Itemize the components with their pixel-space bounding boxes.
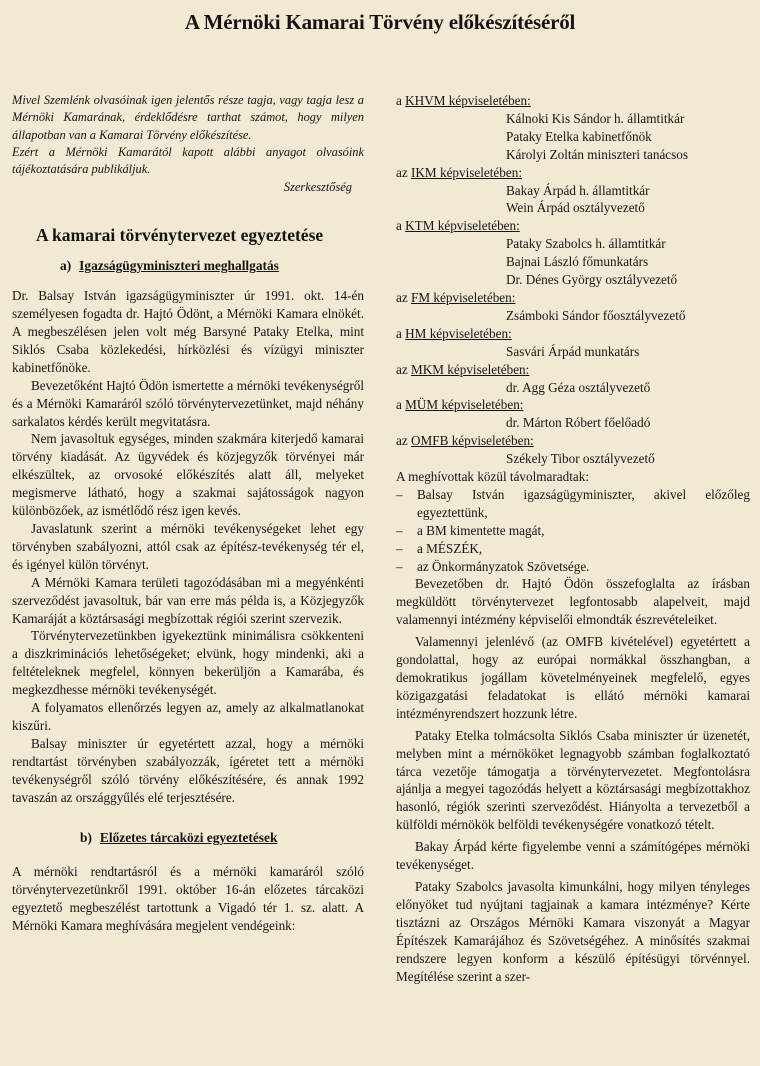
dash-bullet: –	[396, 486, 403, 502]
delegation-org: KTM	[405, 218, 435, 234]
delegation-member: Pataky Etelka kabinetfőnök	[506, 128, 652, 144]
delegation-member: Pataky Szabolcs h. államtitkár	[506, 236, 666, 252]
body-paragraph: Javaslatunk szerint a mérnöki tevékenységeket lehet egy törvényben szabályozni, attól csak az építész-tevékenység tér el, és igényel külön törvényt.	[12, 520, 364, 572]
delegation-org: HM	[405, 325, 427, 341]
body-paragraph: Bakay Árpád kérte figyelembe venni a számítógépes mérnöki tevékenységet.	[396, 839, 750, 873]
delegation-suffix: képviseletében:	[436, 164, 522, 180]
section-title: Előzetes tárcaközi egyeztetések	[99, 830, 278, 846]
body-paragraph: Balsay miniszter úr egyetértett azzal, hogy a mérnöki rendtartást törvényben szabályozzák, ígéretet tett a mérnöki tevékenységről szóló törvény előkészítésére, és annak 1992 tavaszán az országgyűlés elé terjesztésére.	[12, 735, 364, 805]
delegation-heading	[396, 361, 750, 379]
absent-intro: A meghívottak közül távolmaradtak:	[396, 469, 590, 485]
delegation-heading	[396, 396, 750, 414]
editor-signature: Szerkesztőség	[283, 180, 352, 195]
delegation-heading	[396, 164, 750, 182]
body-paragraph: Bevezetőben dr. Hajtó Ödön összefoglalta az írásban megküldött törvénytervezet legfontosabb alapelveit, majd valamennyi intézmény képviselői elmondták észrevételeiket.	[396, 576, 750, 628]
delegation-heading	[396, 92, 750, 110]
absent-item	[396, 540, 750, 558]
delegation-org: MKM	[411, 361, 444, 377]
section-a-heading	[60, 257, 364, 275]
intro-paragraph: Mivel Szemlénk olvasóinak igen jelentős része tagja, vagy tagja lesz a Mérnöki Kamarának, érdeklődésre tarthat számot, hogy milyen állapotban van a Kamarai Törvény előkészítése.	[12, 93, 364, 142]
dash-bullet: –	[396, 558, 403, 574]
body-paragraph: A folyamatos ellenőrzés legyen az, amely az alkalmatlanokat kiszűri.	[12, 700, 364, 733]
delegation-member: Zsámboki Sándor főosztályvezető	[506, 307, 686, 323]
absent-text: a MÉSZÉK,	[417, 540, 483, 556]
delegation-member: Kálnoki Kis Sándor h. államtitkár	[506, 110, 685, 126]
delegation-member: Bajnai László főmunkatárs	[506, 254, 649, 270]
left-column	[12, 92, 364, 935]
delegation-org: KHVM	[405, 93, 446, 108]
body-paragraph: Pataky Etelka tolmácsolta Siklós Csaba miniszter úr üzenetét, melyben mint a mérnököket legnagyobb számban foglalkoztató tárca vezetője támogatja a törvénytervezetet. Megfontolásra ajánlja a megyei tagozódás helyett a köztársasági megbízottakhoz hasonló, régiók szerinti szerveződést. Hiányolta a tervezetből a külföldi mérnökök belföldi tevékenységére vonatkozó tételt.	[396, 727, 750, 833]
intro-paragraph: Ezért a Mérnöki Kamarától kapott alábbi anyagot olvasóink tájékoztatására publikáljuk.	[12, 144, 364, 177]
section-title: Igazságügyminiszteri meghallgatás	[79, 258, 279, 274]
dash-bullet: –	[396, 522, 403, 538]
delegation-prefix: a	[396, 93, 406, 108]
delegation-member: Károlyi Zoltán miniszteri tanácsos	[506, 146, 689, 162]
delegation-member: Sasvári Árpád munkatárs	[506, 343, 640, 359]
absent-item	[396, 522, 750, 540]
absent-text: a BM kimentette magát,	[417, 522, 545, 538]
delegation-prefix: az	[396, 164, 412, 180]
delegation-suffix: képviseletében:	[448, 433, 534, 449]
body-paragraph: Dr. Balsay István igazságügyminiszter úr 1991. okt. 14-én személyesen fogadta dr. Hajtó Ödönt, a Mérnöki Kamara elnökét. A megbeszélésen jelen volt még Barsyné Pataky Etelka, mint Siklós Csaba közlekedési, hírközlési és vízügyi miniszter kabinetfőnöke.	[12, 288, 364, 375]
delegation-heading	[396, 432, 750, 450]
delegation-member: dr. Agg Géza osztályvezető	[506, 379, 651, 395]
dash-bullet: –	[396, 540, 403, 556]
absent-list	[396, 486, 750, 576]
section-label: b)	[80, 830, 92, 846]
delegation-heading	[396, 289, 750, 307]
section-b-heading	[80, 829, 364, 847]
delegation-member: Székely Tibor osztályvezető	[506, 451, 655, 467]
delegation-member: Dr. Dénes György osztályvezető	[506, 272, 678, 288]
delegation-org: FM	[411, 289, 431, 305]
delegation-member: Wein Árpád osztályvezető	[506, 200, 645, 216]
delegation-prefix: az	[396, 289, 412, 305]
body-paragraph: A Mérnöki Kamara területi tagozódásában mi a megyénkénti szerveződést javasoltuk, bár van erre más példa is, a Közjegyzők Kamaráját a köztársasági megbízottak régiói szerint szervezik.	[12, 574, 364, 626]
delegation-suffix: képviseletében:	[444, 361, 530, 377]
delegation-suffix: képviseletében:	[430, 289, 516, 305]
delegation-heading	[396, 217, 750, 235]
body-paragraph: A mérnöki rendtartásról és a mérnöki kamaráról szóló törvénytervezetünkről 1991. október 16-án előzetes tárcaközi egyeztető megbeszélést tartottunk a Vigadó tér 1. sz. alatt. A Mérnöki Kamara meghívására megjelent vendégeink:	[12, 864, 364, 934]
delegation-member: Bakay Árpád h. államtitkár	[506, 182, 650, 198]
delegation-org: IKM	[411, 164, 437, 180]
delegation-prefix: a	[396, 218, 406, 234]
delegation-prefix: az	[396, 361, 412, 377]
body-paragraph: Pataky Szabolcs javasolta kimunkálni, hogy milyen tényleges előnyöket tud nyújtani tagjainak a kamara intézménye? Kérte tisztázni az Országos Mérnöki Kamara viszonyát a Magyar Építészek Kamarájához és Szövetségéhez. A minősítés szakmai rendszere legyen konform a készülő építésügyi törvénnyel. Megítélése szerint a szer-	[396, 878, 750, 984]
absent-item	[396, 486, 750, 522]
main-heading: A kamarai törvénytervezet egyeztetése	[36, 225, 324, 246]
delegation-prefix: a	[396, 397, 406, 413]
delegation-heading	[396, 325, 750, 343]
delegation-list	[396, 92, 750, 468]
delegation-org: MÜM	[405, 397, 439, 413]
body-paragraph: Bevezetőként Hajtó Ödön ismertette a mérnöki tevékenységről és a Mérnöki Kamaráról szóló törvénytervezetünket, majd néhány sarkalatos kérdés került megvitatásra.	[12, 377, 364, 429]
delegation-prefix: az	[396, 433, 412, 449]
right-column	[396, 92, 750, 985]
body-paragraph: Valamennyi jelenlévő (az OMFB kivételével) egyetértett a gondolattal, hogy az európai normákkal összhangban, a demokratikus jogállam követelményeinek megfelelő, egyes közigazgatási feladatokat is ellátó mérnöki kamarai intézményrendszert hozzunk létre.	[396, 634, 750, 721]
delegation-suffix: képviseletében:	[438, 397, 524, 413]
delegation-prefix: a	[396, 325, 406, 341]
absent-text: az Önkormányzatok Szövetsége.	[417, 558, 590, 574]
delegation-org: OMFB	[411, 433, 449, 449]
absent-text: Balsay István igazságügyminiszter, akivel előzőleg egyeztettünk,	[417, 486, 750, 520]
delegation-suffix: képviseletében:	[445, 93, 531, 108]
delegation-suffix: képviseletében:	[434, 218, 520, 234]
section-label: a)	[60, 258, 72, 274]
delegation-suffix: képviseletében:	[426, 325, 512, 341]
body-paragraph: Törvénytervezetünkben igyekeztünk minimálisra csökkenteni a diszkriminációs lehetőségeket; elvünk, hogy mindenki, aki a feltételeknek megfelel, könnyen bekerüljön a Kamarába, és megkezdhesse mérnöki tevékenységét.	[12, 628, 364, 698]
article-title: A Mérnöki Kamarai Törvény előkészítéséről	[184, 10, 576, 34]
absent-item	[396, 558, 750, 576]
delegation-member: dr. Márton Róbert főelőadó	[506, 415, 651, 431]
body-paragraph: Nem javasoltuk egységes, minden szakmára kiterjedő kamarai törvény kiadását. Az ügyvédek és közjegyzők törvényei már elkészültek, az orvosoké előkészítés alatt áll, melyeket megismerve látható, hogy a szakmai sajátosságok nagyon különbözőek, az ismétlődő rész igen kevés.	[12, 431, 364, 519]
